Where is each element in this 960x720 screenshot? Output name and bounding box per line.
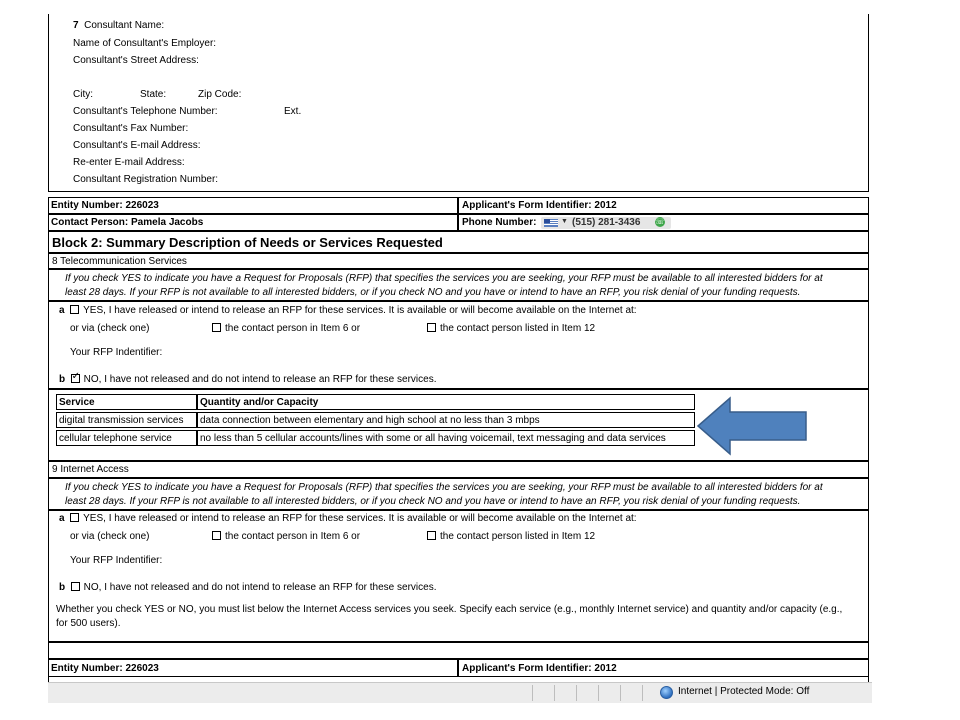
item9-item12-checkbox[interactable]: [427, 531, 436, 540]
consultant-city-label: City:: [73, 89, 93, 100]
table-row-1-service[interactable]: digital transmission services: [56, 412, 197, 428]
phone-number-cell: [458, 214, 869, 231]
footer-entity-number: Entity Number: 226023: [51, 663, 159, 674]
status-separator: [532, 685, 533, 701]
item8-option-a: [59, 305, 637, 316]
item8-rfp-identifier-label: Your RFP Indentifier:: [70, 347, 163, 358]
consultant-fax-label: Consultant's Fax Number:: [73, 123, 189, 134]
entity-number: Entity Number: 226023: [51, 200, 159, 211]
status-separator: [576, 685, 577, 701]
item8-note-line1: If you check YES to indicate you have a Request for Proposals (RFP) that specifies the services you are seeking, your RFP must be available to all interested bidders for at: [65, 273, 823, 284]
item9-note-line1: If you check YES to indicate you have a Request for Proposals (RFP) that specifies the services you are seeking, your RFP must be available to all interested bidders for at: [65, 482, 823, 493]
browser-status-bar: [48, 682, 872, 703]
us-flag-icon[interactable]: [544, 219, 558, 227]
item9-heading-row: [48, 461, 869, 478]
consultant-reenter-email-label: Re-enter E-mail Address:: [73, 157, 185, 168]
item9-item6-text: the contact person in Item 6 or: [225, 531, 361, 542]
item8-note-line2: least 28 days. If your RFP is not available to all interested bidders, or if you check NO and you have or intend to have an RFP, you risk denial of your funding requests.: [65, 287, 801, 298]
item9-whether-line1: Whether you check YES or NO, you must list below the Internet Access services you seek. Specify each service (e.g., monthly Internet service) and quantity and/or capacity (e.g.,: [56, 604, 843, 615]
item9-b-letter: b: [59, 582, 66, 593]
item8-heading: 8 Telecommunication Services: [52, 256, 187, 267]
status-text[interactable]: Internet | Protected Mode: Off: [678, 686, 810, 697]
item8-b-letter: b: [59, 374, 66, 385]
item9-options-section: [48, 510, 869, 642]
block2-title-row: [48, 231, 869, 253]
item8-option-item6: [212, 323, 360, 334]
item9-option-a: [59, 513, 637, 524]
consultant-email-label: Consultant's E-mail Address:: [73, 140, 201, 151]
arrow-shape: [698, 398, 806, 454]
item9-no-checkbox[interactable]: [71, 582, 80, 591]
item8-heading-row: [48, 253, 869, 269]
item9-via-label: or via (check one): [70, 531, 150, 542]
item8-yes-text: YES, I have released or intend to release an RFP for these services. It is available or will become available on the Internet at:: [83, 305, 637, 316]
item9-option-item12: [427, 531, 595, 542]
table-row-2-quantity[interactable]: no less than 5 cellular accounts/lines with some or all having voicemail, text messaging and data services: [197, 430, 695, 446]
form-identifier: Applicant's Form Identifier: 2012: [462, 200, 617, 211]
phone-number-label: Phone Number:: [462, 217, 537, 228]
item9-option-item6: [212, 531, 360, 542]
consultant-phone-label: Consultant's Telephone Number:: [73, 106, 218, 117]
consultant-employer-label: Name of Consultant's Employer:: [73, 38, 217, 49]
call-phone-icon[interactable]: ☏: [655, 217, 666, 226]
item8-no-text: NO, I have not released and do not intend to release an RFP for these services.: [83, 374, 437, 385]
item9-item6-checkbox[interactable]: [212, 531, 221, 540]
item8-option-b: [59, 374, 436, 385]
item-number-7: 7: [73, 20, 79, 31]
consultant-state-label: State:: [140, 89, 167, 100]
phone-number-value[interactable]: (515) 281-3436: [572, 217, 641, 228]
block2-title: Block 2: Summary Description of Needs or Services Requested: [52, 235, 443, 250]
item8-no-checkbox[interactable]: [71, 374, 80, 383]
item9-rfp-identifier-label: Your RFP Indentifier:: [70, 555, 163, 566]
item9-yes-text: YES, I have released or intend to release an RFP for these services. It is available or will become available on the Internet at:: [83, 513, 637, 524]
table-row-2-service[interactable]: cellular telephone service: [56, 430, 197, 446]
form-identifier-cell: [458, 197, 869, 214]
item8-item12-checkbox[interactable]: [427, 323, 436, 332]
consultant-name-label: [73, 20, 164, 31]
item8-note-row: [48, 269, 869, 301]
contact-person-cell: [48, 214, 458, 231]
globe-icon[interactable]: [660, 686, 673, 699]
status-separator: [598, 685, 599, 701]
status-separator: [642, 685, 643, 701]
table-row-1-quantity[interactable]: data connection between elementary and high school at no less than 3 mbps: [197, 412, 695, 428]
contact-person: Contact Person: Pamela Jacobs: [51, 217, 204, 228]
item9-whether-line2: for 500 users).: [56, 618, 121, 629]
item9-no-text: NO, I have not released and do not intend to release an RFP for these services.: [83, 582, 437, 593]
item9-a-letter: a: [59, 513, 65, 524]
item8-via-label: or via (check one): [70, 323, 150, 334]
status-separator: [554, 685, 555, 701]
footer-form-identifier-cell: [458, 659, 869, 677]
item8-item6-text: the contact person in Item 6 or: [225, 323, 361, 334]
spacer-row: [48, 642, 869, 659]
item9-note-row: [48, 478, 869, 510]
consultant-street-label: Consultant's Street Address:: [73, 55, 199, 66]
item9-option-b: [59, 582, 436, 593]
pointer-arrow-icon: [696, 396, 810, 456]
item8-item6-checkbox[interactable]: [212, 323, 221, 332]
consultant-ext-label: Ext.: [284, 106, 302, 117]
consultant-name-text: Consultant Name:: [84, 20, 165, 31]
item9-item12-text: the contact person listed in Item 12: [440, 531, 596, 542]
table-header-quantity: Quantity and/or Capacity: [197, 394, 695, 410]
item9-note-line2: least 28 days. If your RFP is not available to all interested bidders, or if you check NO and you have or intend to have an RFP, you risk denial of your funding requests.: [65, 496, 801, 507]
item9-heading: 9 Internet Access: [52, 464, 129, 475]
flag-dropdown-icon[interactable]: ▼: [561, 218, 568, 225]
item8-option-item12: [427, 323, 595, 334]
status-separator: [620, 685, 621, 701]
entity-number-cell: [48, 197, 458, 214]
item8-yes-checkbox[interactable]: [70, 305, 79, 314]
footer-form-identifier: Applicant's Form Identifier: 2012: [462, 663, 617, 674]
item9-yes-checkbox[interactable]: [70, 513, 79, 522]
consultant-registration-label: Consultant Registration Number:: [73, 174, 219, 185]
table-header-service: Service: [56, 394, 197, 410]
item8-item12-text: the contact person listed in Item 12: [440, 323, 596, 334]
item8-a-letter: a: [59, 305, 65, 316]
footer-entity-number-cell: [48, 659, 458, 677]
consultant-zip-label: Zip Code:: [198, 89, 242, 100]
